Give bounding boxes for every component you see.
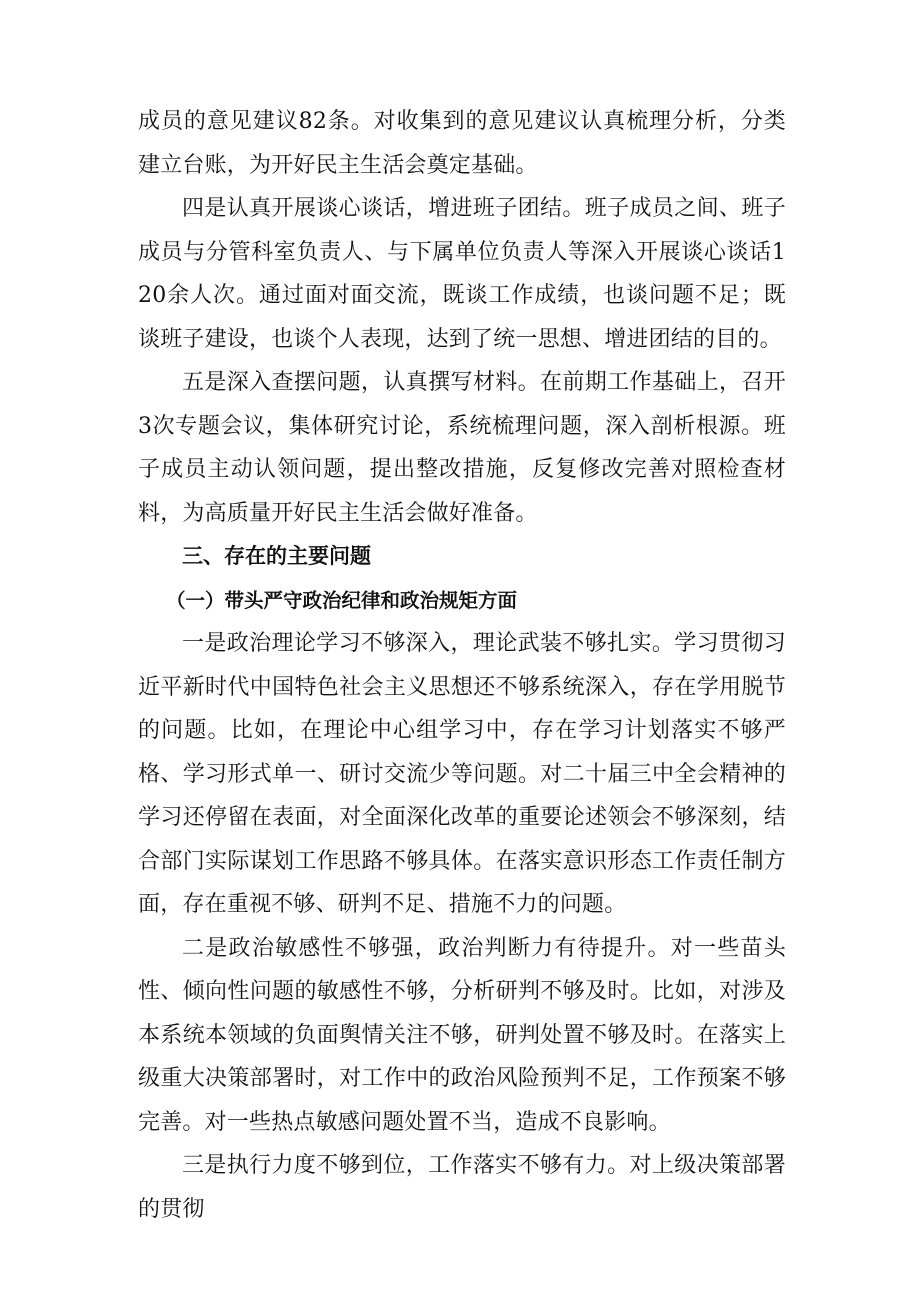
document-body xyxy=(138,100,786,1231)
paragraph-issue-political-sensitivity: 二是政治敏感性不够强，政治判断力有待提升。对一些苗头性、倾向性问题的敏感性不够，分析研判不够及时。比如，对涉及本系统本领域的负面舆情关注不够，研判处置不够及时。在落实上级重大决策部署时，对工作中的政治风险预判不足，工作预案不够完善。对一些热点敏感问题处置不当，造成不良影响。 xyxy=(138,935,786,1135)
paragraph-issue-theory-study: 一是政治理论学习不够深入，理论武装不够扎实。学习贯彻习近平新时代中国特色社会主义思想还不够系统深入，存在学用脱节的问题。比如，在理论中心组学习中，存在学习计划落实不够严格、学习形式单一、研讨交流少等问题。对二十届三中全会精神的学习还停留在表面，对全面深化改革的重要论述领会不够深刻，结合部门实际谋划工作思路不够具体。在落实意识形态工作责任制方面，存在重视不够、研判不足、措施不力的问题。 xyxy=(138,631,786,917)
paragraph-continuation: 成员的意见建议82条。对收集到的意见建议认真梳理分析，分类建立台账，为开好民主生活会奠定基础。 xyxy=(138,109,786,178)
paragraph-identify-problems: 五是深入查摆问题，认真撰写材料。在前期工作基础上，召开3次专题会议，集体研究讨论，系统梳理问题，深入剖析根源。班子成员主动认领问题，提出整改措施，反复修改完善对照检查材料，为高质量开好民主生活会做好准备。 xyxy=(138,370,786,526)
section-heading: 三、存在的主要问题 xyxy=(182,544,371,568)
paragraph-heart-to-heart-talks: 四是认真开展谈心谈话，增进班子团结。班子成员之间、班子成员与分管科室负责人、与下属单位负责人等深入开展谈心谈话120余人次。通过面对面交流，既谈工作成绩，也谈问题不足；既谈班子建设，也谈个人表现，达到了统一思想、增进团结的目的。 xyxy=(138,196,786,352)
paragraph-issue-execution: 三是执行力度不够到位，工作落实不够有力。对上级决策部署的贯彻 xyxy=(138,1153,786,1222)
subsection-heading: （一）带头严守政治纪律和政治规矩方面 xyxy=(166,588,518,612)
